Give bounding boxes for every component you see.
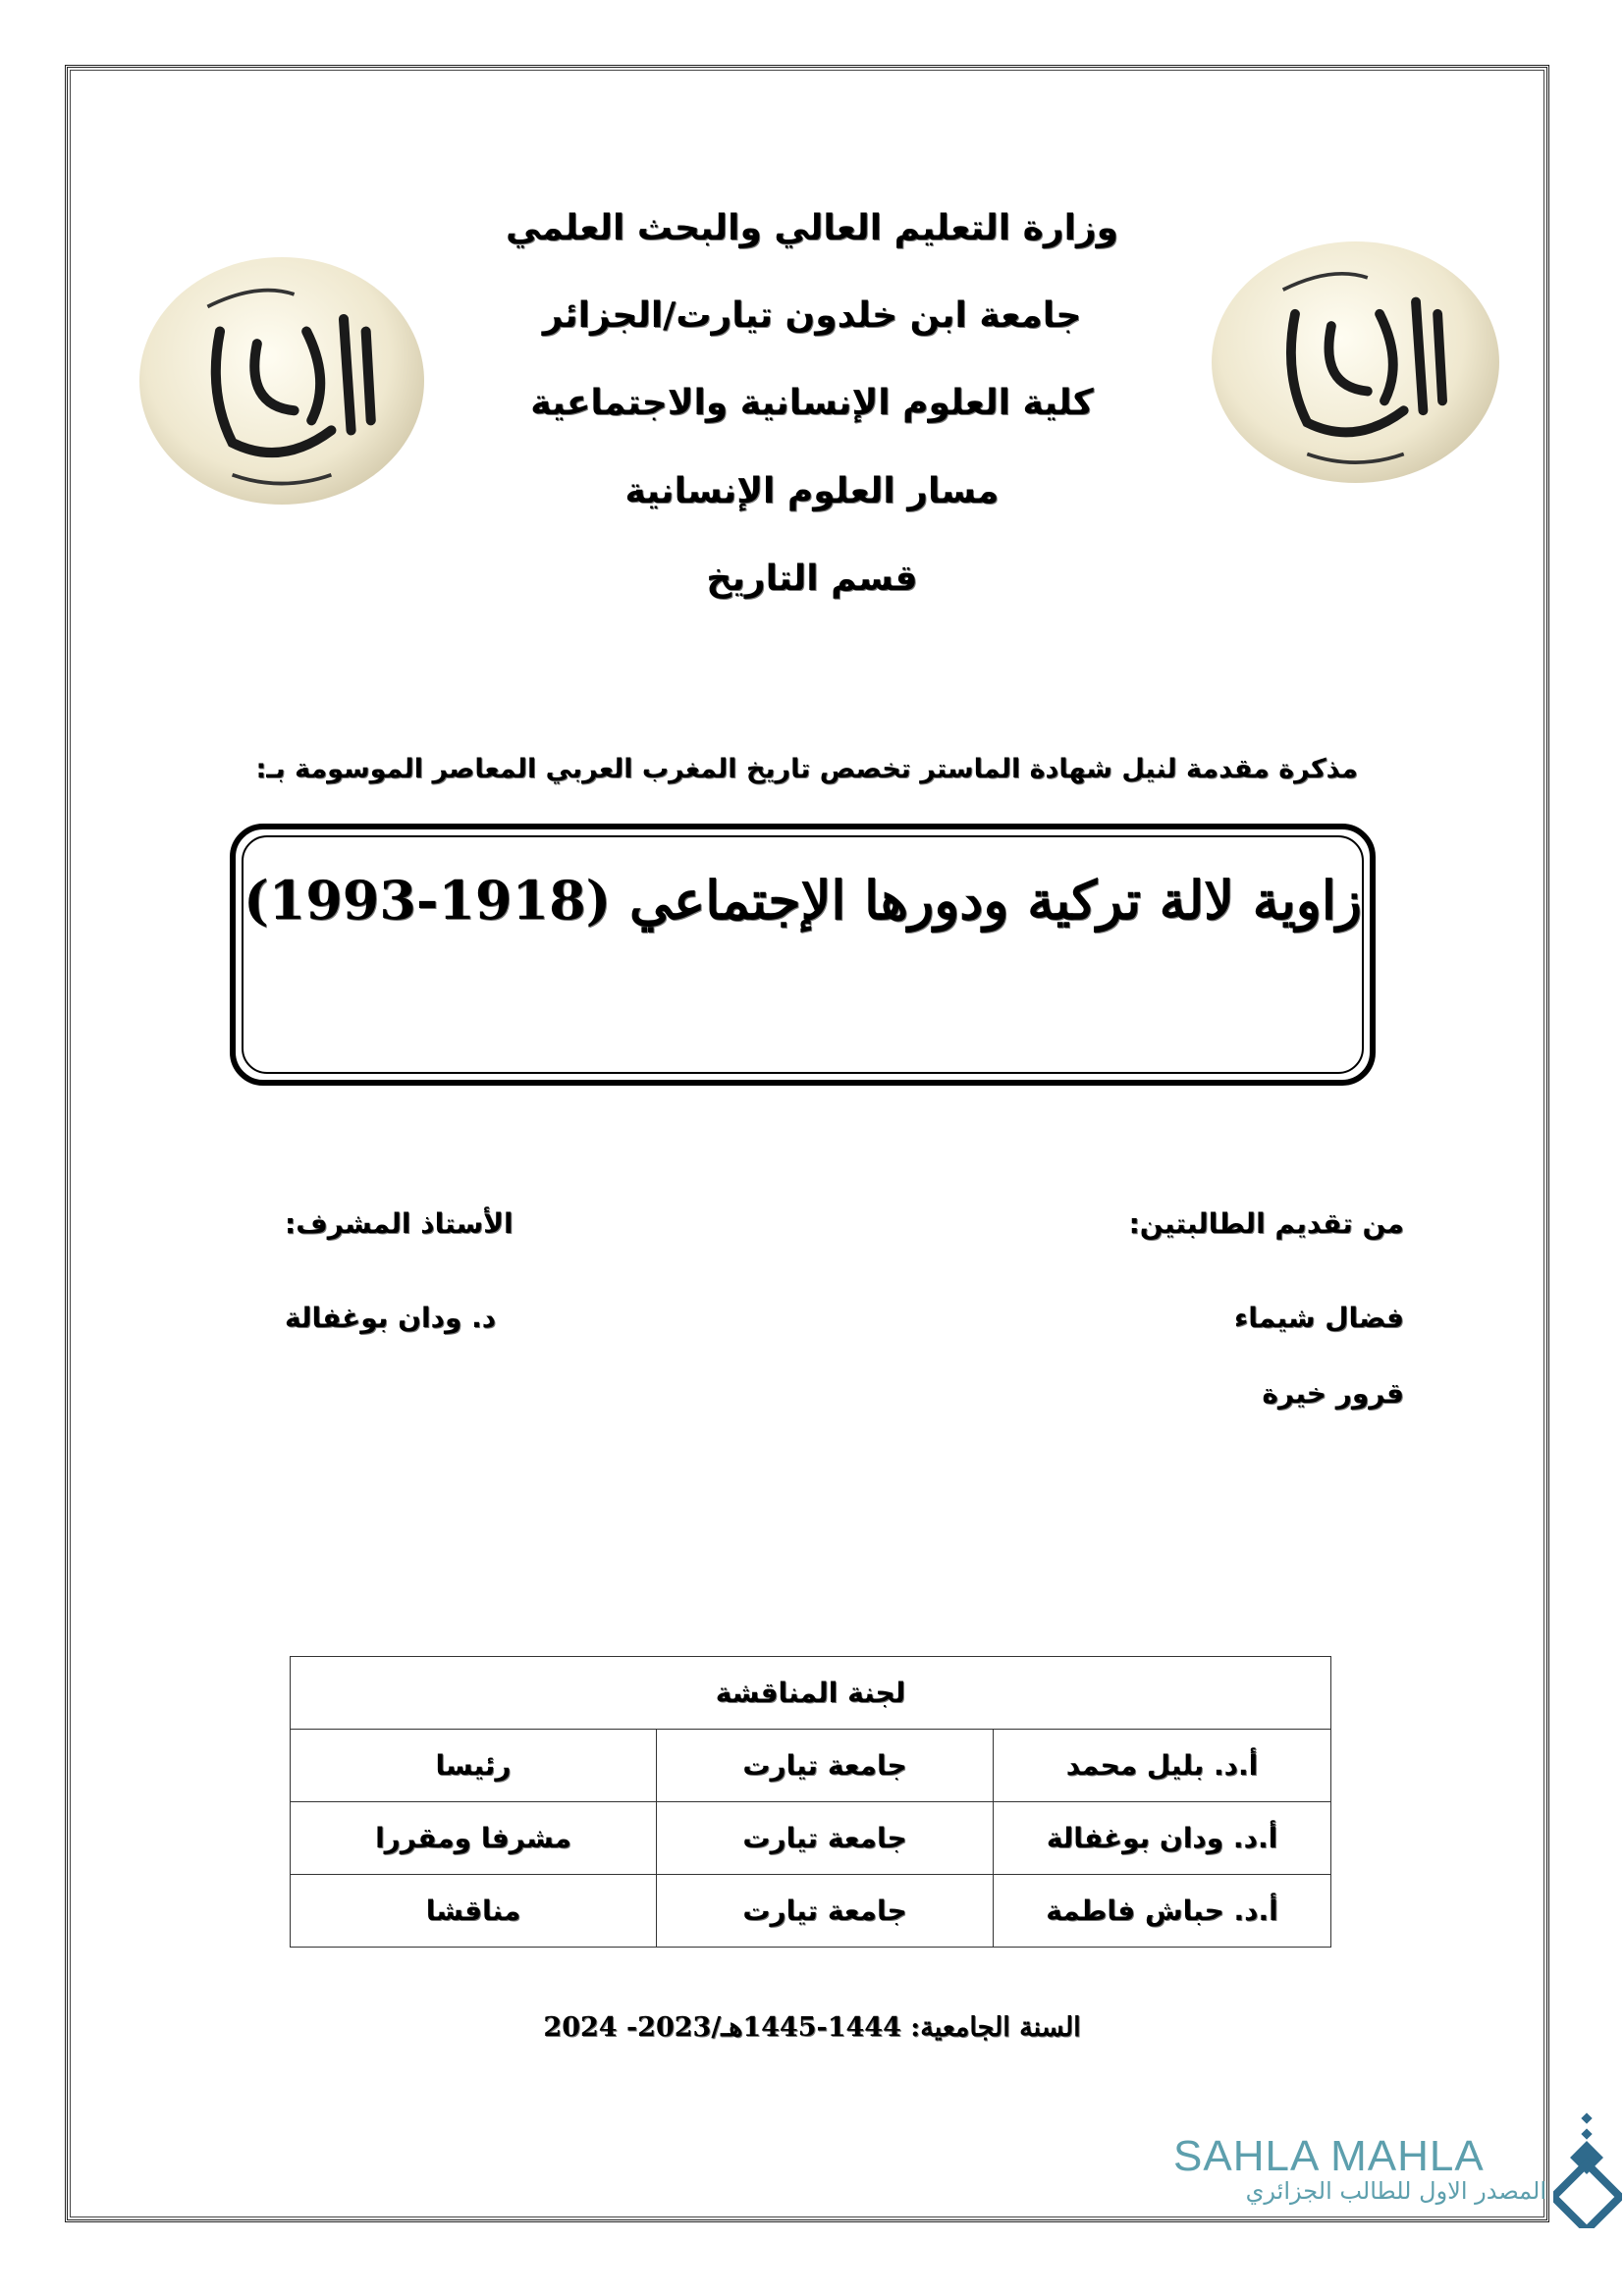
university-logo-right bbox=[1212, 241, 1499, 483]
supervisor-name: د. ودان بوغفالة bbox=[285, 1302, 497, 1334]
university-logo-left bbox=[139, 257, 424, 505]
table-row bbox=[291, 1802, 1331, 1875]
title-box bbox=[230, 824, 1376, 1086]
sahla-mahla-logo-icon bbox=[1553, 2112, 1622, 2228]
member-name: أ.د. حباش فاطمة bbox=[994, 1875, 1331, 1948]
member-institution: جامعة تيارت bbox=[657, 1730, 994, 1802]
member-role: مشرفا ومقررا bbox=[291, 1802, 657, 1875]
member-name: أ.د. بليل محمد bbox=[994, 1730, 1331, 1802]
committee-heading: لجنة المناقشة bbox=[291, 1657, 1331, 1730]
academic-year: السنة الجامعية: 1444-1445هـ/2023- 2024 bbox=[543, 2012, 1081, 2043]
watermark-tagline: المصدر الاول للطالب الجزائري bbox=[1245, 2177, 1546, 2205]
member-role: رئيسا bbox=[291, 1730, 657, 1802]
member-name: أ.د. ودان بوغفالة bbox=[994, 1802, 1331, 1875]
member-role: مناقشا bbox=[291, 1875, 657, 1948]
thesis-intro: مذكرة مقدمة لنيل شهادة الماستر تخصص تاريخ المغرب العربي المعاصر الموسومة بـ: bbox=[255, 754, 1358, 784]
faculty-name: كلية العلوم الإنسانية والاجتماعية bbox=[530, 383, 1094, 423]
student-name: فضال شيماء bbox=[1233, 1302, 1404, 1334]
university-name: جامعة ابن خلدون تيارت/الجزائر bbox=[542, 295, 1082, 336]
committee-table bbox=[290, 1656, 1331, 1948]
calligraphy-emblem-icon bbox=[1212, 241, 1499, 483]
thesis-title: زاوية لالة تركية ودورها الإجتماعي (1918-1993) bbox=[244, 869, 1362, 932]
table-row bbox=[291, 1875, 1331, 1948]
track-name: مسار العلوم الإنسانية bbox=[624, 471, 1000, 511]
table-row bbox=[291, 1730, 1331, 1802]
department-name: قسم التاريخ bbox=[706, 559, 918, 599]
member-institution: جامعة تيارت bbox=[657, 1802, 994, 1875]
member-institution: جامعة تيارت bbox=[657, 1875, 994, 1948]
calligraphy-emblem-icon bbox=[139, 257, 424, 505]
supervisor-label: الأستاذ المشرف: bbox=[285, 1207, 514, 1240]
ministry-name: وزارة التعليم العالي والبحث العلمي bbox=[505, 208, 1119, 248]
students-label: من تقديم الطالبتين: bbox=[1128, 1207, 1404, 1240]
watermark bbox=[1173, 2132, 1546, 2205]
student-name: قرور خيرة bbox=[1262, 1377, 1404, 1410]
watermark-brand: SAHLA MAHLA bbox=[1173, 2132, 1485, 2180]
